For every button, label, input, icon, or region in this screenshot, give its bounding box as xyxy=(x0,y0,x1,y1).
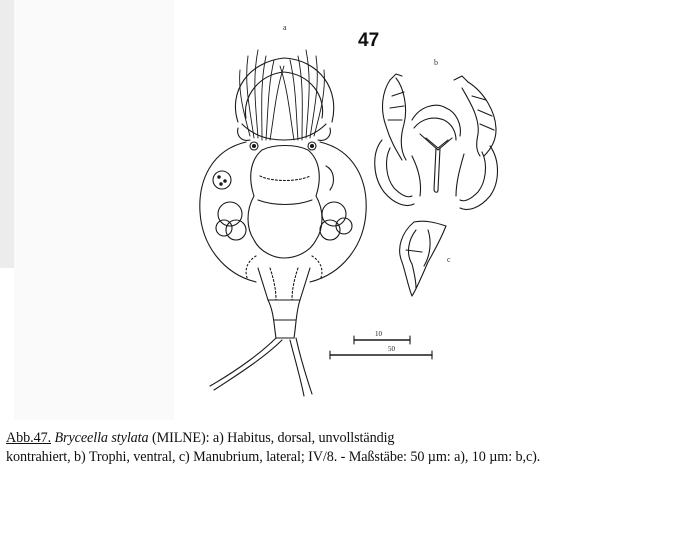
panel-label-c: c xyxy=(447,255,451,264)
manubrium-drawing xyxy=(400,221,446,296)
scale-bar-50 xyxy=(330,345,432,359)
trophi-drawing xyxy=(375,74,498,210)
scale-bar-50-label: 50 xyxy=(388,345,395,353)
figure-caption xyxy=(6,429,696,467)
scale-bar-10-label: 10 xyxy=(375,330,382,338)
caption-label: Abb.47. xyxy=(6,430,52,446)
caption-line-1 xyxy=(6,429,696,448)
figure-number: 47 xyxy=(358,30,380,51)
scan-margin xyxy=(0,0,14,268)
caption-species: Bryceella stylata xyxy=(54,430,149,446)
habitus-drawing xyxy=(200,50,366,396)
scale-bar-10 xyxy=(354,330,410,344)
caption-line-2: kontrahiert, b) Trophi, ventral, c) Manubrium, lateral; IV/8. - Maßstäbe: 50 µm: a), 10 µm: b,c). xyxy=(6,449,541,465)
panel-label-a: a xyxy=(283,23,287,32)
figure-plate xyxy=(150,0,550,410)
panel-label-b: b xyxy=(434,58,438,67)
caption-line-1-rest: (MILNE): a) Habitus, dorsal, unvollständig xyxy=(151,430,395,446)
